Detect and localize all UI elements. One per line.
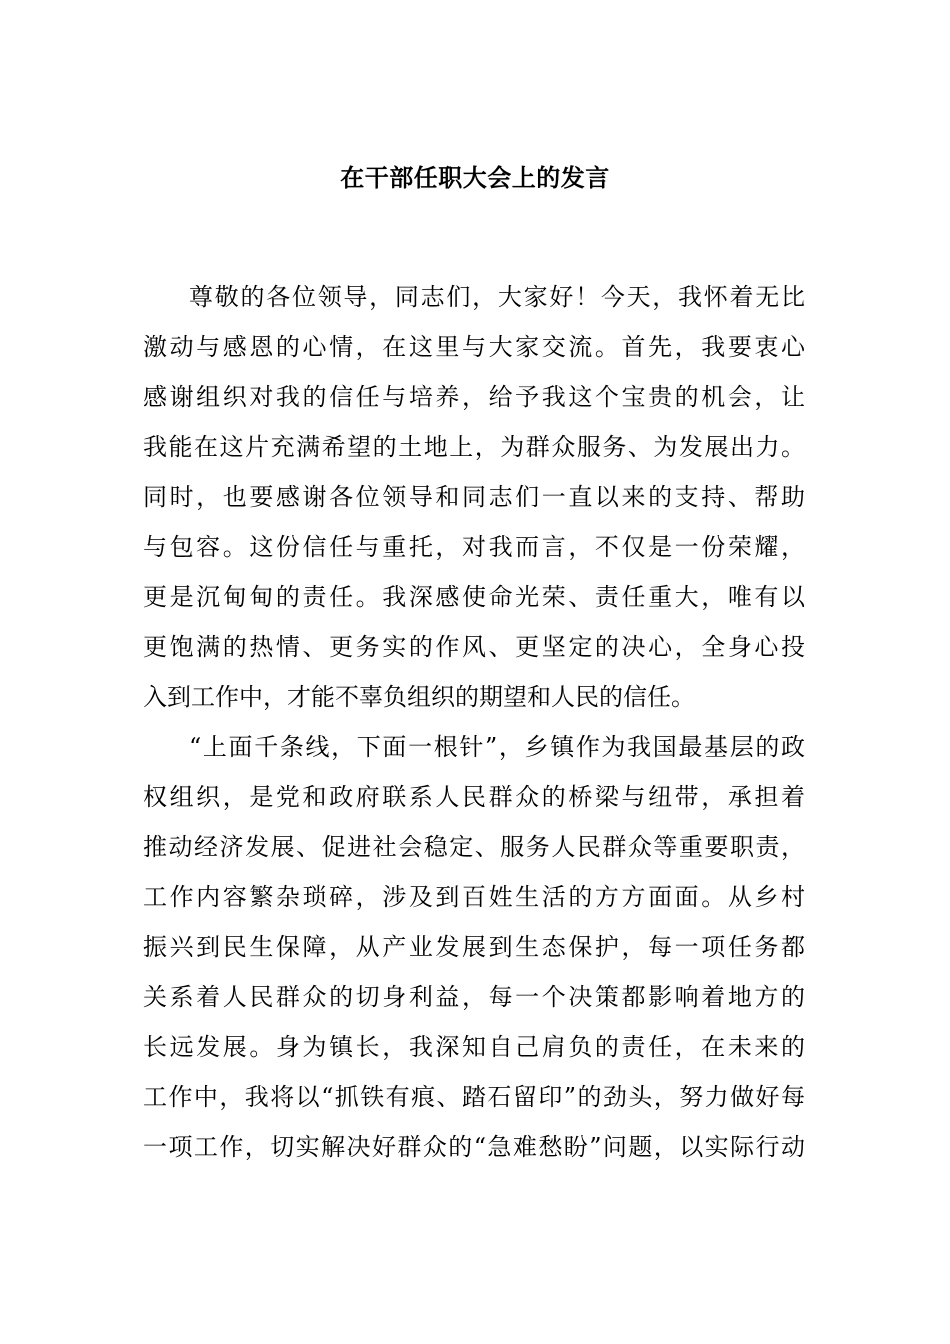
text-line: “上面千条线，下面一根针”，乡镇作为我国最基层的政 — [189, 733, 805, 761]
text-line: 同时，也要感谢各位领导和同志们一直以来的支持、帮助 — [143, 483, 805, 511]
text-line: 一项工作，切实解决好群众的“急难愁盼”问题，以实际行动 — [143, 1133, 805, 1161]
text-line: 入到工作中，才能不辜负组织的期望和人民的信任。 — [143, 683, 695, 711]
text-line: 关系着人民群众的切身利益，每一个决策都影响着地方的 — [143, 983, 805, 1011]
document-title: 在干部任职大会上的发言 — [340, 164, 610, 192]
text-line: 感谢组织对我的信任与培养，给予我这个宝贵的机会，让 — [143, 383, 805, 411]
paragraph-1 — [143, 272, 805, 722]
text-line: 工作内容繁杂琐碎，涉及到百姓生活的方方面面。从乡村 — [143, 883, 805, 911]
text-line: 工作中，我将以“抓铁有痕、踏石留印”的劲头，努力做好每 — [143, 1083, 805, 1111]
paragraph-2 — [143, 722, 805, 1172]
text-line: 权组织，是党和政府联系人民群众的桥梁与纽带，承担着 — [143, 783, 805, 811]
text-line: 激动与感恩的心情，在这里与大家交流。首先，我要衷心 — [143, 333, 805, 361]
text-line: 推动经济发展、促进社会稳定、服务人民群众等重要职责， — [143, 833, 805, 861]
text-line: 长远发展。身为镇长，我深知自己肩负的责任，在未来的 — [143, 1033, 805, 1061]
text-line: 与包容。这份信任与重托，对我而言，不仅是一份荣耀， — [143, 533, 805, 561]
document-body — [143, 272, 805, 1172]
text-line: 更是沉甸甸的责任。我深感使命光荣、责任重大，唯有以 — [143, 583, 805, 611]
text-line: 振兴到民生保障，从产业发展到生态保护，每一项任务都 — [143, 933, 805, 961]
text-line: 更饱满的热情、更务实的作风、更坚定的决心，全身心投 — [143, 633, 805, 661]
text-line: 我能在这片充满希望的土地上，为群众服务、为发展出力。 — [143, 433, 805, 461]
text-line: 尊敬的各位领导，同志们，大家好！今天，我怀着无比 — [189, 283, 805, 311]
